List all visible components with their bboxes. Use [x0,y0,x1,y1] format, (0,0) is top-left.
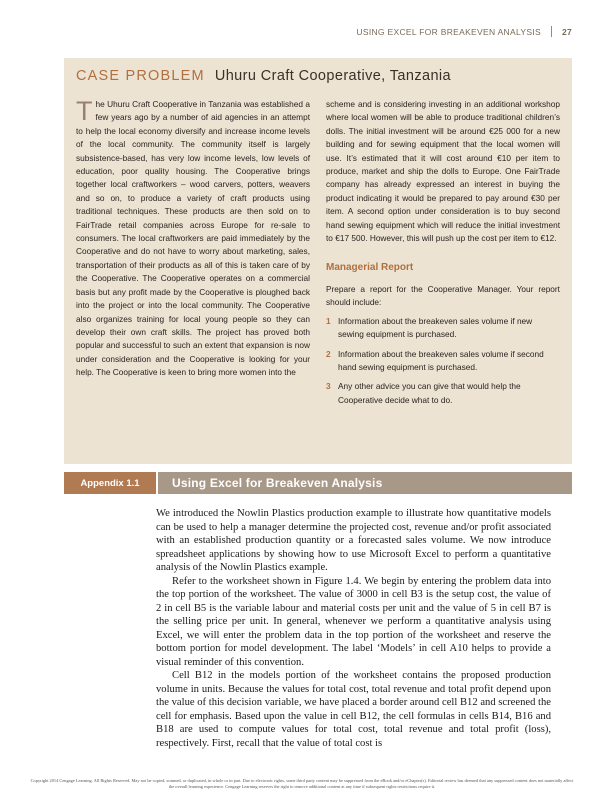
running-head [356,26,572,37]
appendix-body [156,507,551,750]
case-problem-title: Uhuru Craft Cooperative, Tanzania [214,68,452,84]
report-item [326,348,560,375]
report-items [326,315,560,407]
case-intro-text: he Uhuru Craft Cooperative in Tanzania was established a few years ago by a number of aid agencies in an attempt to help the local economy diversify and increase income levels of the local community. The community itself is largely subsistence-based, has very low income levels, low levels of education, poor quality housing. The Cooperative brings together local craftworkers – wood carvers, potters, weavers and so on, to produce a variety of craft products using traditional techniques. These products are then sold on to FairTrade retail companies across Europe for re-sale to consumers. The local craftworkers are paid immediately by the Cooperative and do not have to worry about marketing, sales, transportation of their products as all of this is taken care of by the Cooperative. The Cooperative operates on a commercial basis but any profit made by the Cooperative is ploughed back into the project or into the local community. The Cooperative also organizes training for local young people so they can develop their own craft skills. The project has proved both popular and successful to such an extent that expansion is now under consideration and the Cooperative is looking for your help. The Cooperative is keen to bring more women into the [76,99,310,378]
body-paragraph: Refer to the worksheet shown in Figure 1.4. We begin by entering the problem data into the top portion of the worksheet. The value of 3000 in cell B3 is the setup cost, the value of 2 in cell B5 is the variable labour and material costs per unit and the value of 5 in cell B7 is the selling price per unit. In general, whenever we perform a quantitative analysis using Excel, we will enter the problem data in the top portion of the worksheet and reserve the bottom portion for model development. The label ‘Models’ in cell A10 helps to provide a visual reminder of this convention. [156,575,551,668]
copyright-notice: Copyright 2014 Cengage Learning. All Rights Reserved. May not be copied, scanned, or duplicated, in whole or in part. Due to electronic rights, some third party content may be suppressed from the eBook and/or eChapter(s). Editorial review has deemed that any suppressed content does not materially affect the overall learning experience. Cengage Learning reserves the right to remove additional content at any time if subsequent rights restrictions require it. [30,778,574,789]
report-item-number: 2 [326,348,331,359]
running-head-title: USING EXCEL FOR BREAKEVEN ANALYSIS [356,26,541,37]
appendix-header-bar [64,472,572,494]
case-problem-label: CASE PROBLEM [76,68,205,84]
report-item [326,315,560,342]
body-paragraph: We introduced the Nowlin Plastics production example to illustrate how quantitative models can be used to help a manager determine the projected cost, revenue and/or profit associated with an established production quantity or a forecasted sales volume. We now introduce spreadsheet applications by showing how to use Microsoft Excel to perform a quantitative analysis of the Nowlin Plastics example. [156,508,551,573]
appendix-tag: Appendix 1.1 [64,472,156,494]
report-intro: Prepare a report for the Cooperative Manager. Your report should include: [326,283,560,308]
case-continued-paragraph: scheme and is considering investing in an additional workshop where local women will be able to produce traditional children’s dolls. The initial investment will be around €25 000 for a new building and for sewing equipment that the local women will use. It’s estimated that it will cost around €10 per item to produce, market and ship the dolls to Europe. One FairTrade company has already expressed an interest in buying the product indicating it would be prepared to pay around €30 per item. A second option under consideration is to buy second hand sewing equipment which will reduce the initial investment to €17 500. However, this will push up the cost per item to €12. [326,99,560,244]
case-problem-columns [76,98,560,413]
report-item [326,380,560,407]
report-item-number: 1 [326,315,331,326]
report-item-text: Information about the breakeven sales volume if new sewing equipment is purchased. [338,315,533,340]
case-intro-paragraph [76,98,310,380]
report-item-text: Any other advice you can give that would help the Cooperative decide what to do. [338,381,521,405]
appendix-title: Using Excel for Breakeven Analysis [172,476,383,490]
body-paragraph: Cell B12 in the models portion of the worksheet contains the proposed production volume in units. Because the values for total cost, total revenue and total profit depend upon the value of this decision variable, we have placed a border around cell B12 and screened the cell for emphasis. Based upon the value in cell B12, the cell formulas in cells B14, B16 and B18 are used to compute values for total cost, total revenue and total profit (loss), respectively. First, recall that the value of total cost is [156,670,551,749]
page-number: 27 [561,26,572,37]
case-problem-box [64,58,572,464]
report-item-text: Information about the breakeven sales volume if second hand sewing equipment is purchased. [338,348,544,372]
case-left-column [76,98,310,413]
managerial-report-heading: Managerial Report [326,262,414,274]
case-right-column [326,98,560,413]
report-item-number: 3 [326,381,331,392]
case-problem-heading [76,68,560,84]
appendix-divider [156,472,158,494]
running-head-divider [551,26,552,37]
drop-cap: T [76,96,93,126]
